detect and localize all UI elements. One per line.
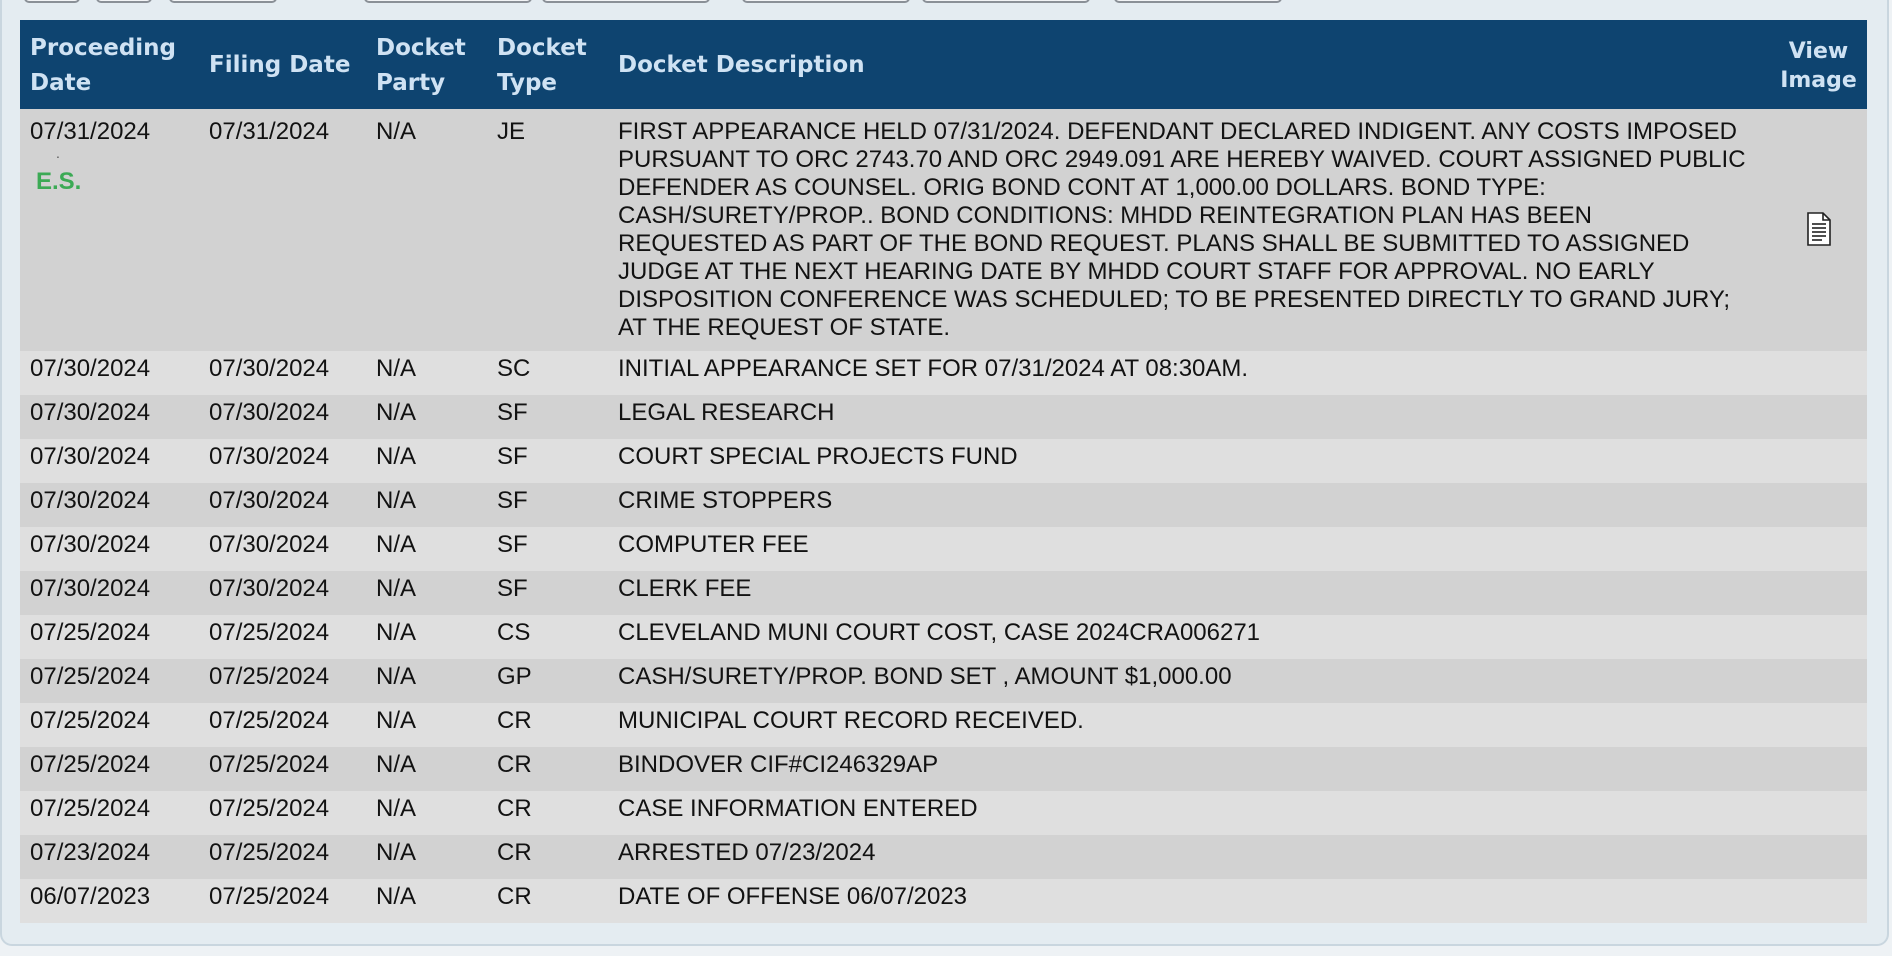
proceeding-date-cell: 07/25/2024 <box>30 619 151 646</box>
docket-description-cell: INITIAL APPEARANCE SET FOR 07/31/2024 AT 08:30AM. <box>618 355 1249 382</box>
docket-party-cell: N/A <box>376 795 417 822</box>
docket-description-cell: ARRESTED 07/23/2024 <box>618 839 876 866</box>
docket-type-cell: SF <box>497 575 528 602</box>
top-button-6[interactable] <box>742 0 910 3</box>
view-image-cell <box>1770 109 1867 351</box>
proceeding-date-cell: 07/25/2024 <box>30 707 151 734</box>
docket-party-cell: N/A <box>376 443 417 470</box>
docket-description-cell: LEGAL RESEARCH <box>618 399 835 426</box>
filing-date-cell: 07/25/2024 <box>209 707 330 734</box>
view-image-cell <box>1770 659 1867 703</box>
docket-description-cell: CLEVELAND MUNI COURT COST, CASE 2024CRA006271 <box>618 619 1261 646</box>
proceeding-date-cell: 07/25/2024 <box>30 751 151 778</box>
view-image-cell <box>1770 791 1867 835</box>
table-row <box>20 879 1867 923</box>
docket-party-cell: N/A <box>376 355 417 382</box>
header-docket-type[interactable]: Docket Type <box>497 34 587 96</box>
proceeding-date-cell: 07/30/2024 <box>30 443 151 470</box>
filing-date-cell: 07/25/2024 <box>209 619 330 646</box>
top-button-8[interactable] <box>1114 0 1282 3</box>
filing-date-cell: 07/30/2024 <box>209 487 330 514</box>
docket-party-cell: N/A <box>376 707 417 734</box>
docket-description-cell: COURT SPECIAL PROJECTS FUND <box>618 443 1018 470</box>
proceeding-date-cell: 06/07/2023 <box>30 883 151 910</box>
proceeding-date-cell: 07/30/2024 <box>30 355 151 382</box>
header-docket-description[interactable]: Docket Description <box>618 52 865 78</box>
filing-date-cell: 07/31/2024 <box>209 118 330 145</box>
table-row <box>20 835 1867 879</box>
docket-type-cell: CR <box>497 883 532 910</box>
proceeding-date-cell: 07/30/2024 <box>30 531 151 558</box>
filing-date-cell: 07/30/2024 <box>209 575 330 602</box>
docket-table <box>20 20 1867 923</box>
table-row <box>20 791 1867 835</box>
view-image-cell <box>1770 351 1867 395</box>
docket-party-cell: N/A <box>376 399 417 426</box>
filing-date-cell: 07/25/2024 <box>209 839 330 866</box>
filing-date-cell: 07/30/2024 <box>209 399 330 426</box>
docket-party-cell: N/A <box>376 883 417 910</box>
dot-mark: . <box>56 145 60 161</box>
docket-description-cell: CASH/SURETY/PROP. BOND SET , AMOUNT $1,000.00 <box>618 663 1232 690</box>
top-button-4[interactable] <box>364 0 532 3</box>
view-image-cell <box>1770 527 1867 571</box>
view-image-cell <box>1770 439 1867 483</box>
document-icon[interactable] <box>1806 212 1832 246</box>
top-button-1[interactable] <box>24 0 80 3</box>
table-row <box>20 615 1867 659</box>
filing-date-cell: 07/30/2024 <box>209 355 330 382</box>
table-row <box>20 571 1867 615</box>
view-image-cell <box>1770 879 1867 923</box>
docket-description-cell: BINDOVER CIF#CI246329AP <box>618 751 939 778</box>
table-row <box>20 483 1867 527</box>
docket-header-row <box>20 20 1867 109</box>
docket-description-cell: CRIME STOPPERS <box>618 487 833 514</box>
table-row <box>20 659 1867 703</box>
table-row <box>20 439 1867 483</box>
filing-date-cell: 07/30/2024 <box>209 531 330 558</box>
proceeding-date: 07/31/2024 <box>30 118 151 145</box>
docket-type-cell: SF <box>497 443 528 470</box>
proceeding-date-cell <box>20 109 199 351</box>
docket-description-cell: COMPUTER FEE <box>618 531 809 558</box>
table-row <box>20 747 1867 791</box>
filing-date-cell: 07/25/2024 <box>209 883 330 910</box>
view-image-cell <box>1770 835 1867 879</box>
table-row <box>20 351 1867 395</box>
docket-description-cell: CASE INFORMATION ENTERED <box>618 795 978 822</box>
header-filing-date[interactable]: Filing Date <box>209 52 351 78</box>
proceeding-date-cell: 07/30/2024 <box>30 399 151 426</box>
docket-type-cell: SC <box>497 355 531 382</box>
docket-party-cell: N/A <box>376 531 417 558</box>
view-image-cell <box>1770 703 1867 747</box>
docket-party-cell: N/A <box>376 619 417 646</box>
docket-description-cell: CLERK FEE <box>618 575 752 602</box>
filing-date-cell: 07/30/2024 <box>209 443 330 470</box>
docket-type-cell: SF <box>497 399 528 426</box>
top-button-5[interactable] <box>542 0 710 3</box>
proceeding-date-cell: 07/25/2024 <box>30 795 151 822</box>
docket-type-cell: SF <box>497 487 528 514</box>
filing-date-cell: 07/25/2024 <box>209 663 330 690</box>
proceeding-date-cell: 07/30/2024 <box>30 487 151 514</box>
docket-description-cell: MUNICIPAL COURT RECORD RECEIVED. <box>618 707 1084 734</box>
docket-type-cell: CS <box>497 619 531 646</box>
table-row <box>20 527 1867 571</box>
proceeding-date-cell: 07/30/2024 <box>30 575 151 602</box>
docket-party-cell: N/A <box>376 575 417 602</box>
docket-type-cell: CR <box>497 839 532 866</box>
view-image-cell <box>1770 395 1867 439</box>
docket-type-cell: JE <box>497 118 526 145</box>
top-button-2[interactable] <box>96 0 152 3</box>
table-row <box>20 703 1867 747</box>
table-row <box>20 109 1867 351</box>
header-proceeding-date[interactable]: Proceeding Date <box>30 34 177 96</box>
top-button-3[interactable] <box>169 0 277 3</box>
header-docket-party[interactable]: Docket Party <box>376 34 466 96</box>
docket-type-cell: CR <box>497 751 532 778</box>
docket-description-cell: DATE OF OFFENSE 06/07/2023 <box>618 883 968 910</box>
filing-date-cell: 07/25/2024 <box>209 795 330 822</box>
docket-type-cell: SF <box>497 531 528 558</box>
table-row <box>20 395 1867 439</box>
view-image-cell <box>1770 571 1867 615</box>
view-image-cell <box>1770 747 1867 791</box>
header-view-image: View Image <box>1780 38 1857 93</box>
docket-party-cell: N/A <box>376 839 417 866</box>
view-image-cell <box>1770 615 1867 659</box>
filing-date-cell: 07/25/2024 <box>209 751 330 778</box>
docket-type-cell: CR <box>497 707 532 734</box>
docket-type-cell: CR <box>497 795 532 822</box>
top-button-7[interactable] <box>922 0 1090 3</box>
docket-party-cell: N/A <box>376 663 417 690</box>
docket-party-cell: N/A <box>376 751 417 778</box>
docket-description-cell: FIRST APPEARANCE HELD 07/31/2024. DEFENDANT DECLARED INDIGENT. ANY COSTS IMPOSED PURSUANT TO ORC 2743.70 AND ORC 2949.091 ARE HEREBY WAIVED. COURT ASSIGNED PUBLIC DEFENDER AS COUNSEL. ORIG BOND CONT AT 1,000.00 DOLLARS. BOND TYPE: CASH/SURETY/PROP.. BOND CONDITIONS: MHDD REINTEGRATION PLAN HAS BEEN REQUESTED AS PART OF THE BOND REQUEST. PLANS SHALL BE SUBMITTED TO ASSIGNED JUDGE AT THE NEXT HEARING DATE BY MHDD COURT STAFF FOR APPROVAL. NO EARLY DISPOSITION CONFERENCE WAS SCHEDULED; TO BE PRESENTED DIRECTLY TO GRAND JURY; AT THE REQUEST OF STATE. <box>618 118 1746 341</box>
docket-type-cell: GP <box>497 663 532 690</box>
view-image-cell <box>1770 483 1867 527</box>
signature-mark: E.S. <box>36 168 82 195</box>
docket-party-cell: N/A <box>376 487 417 514</box>
proceeding-date-cell: 07/23/2024 <box>30 839 151 866</box>
proceeding-date-cell: 07/25/2024 <box>30 663 151 690</box>
docket-party-cell: N/A <box>376 118 417 145</box>
